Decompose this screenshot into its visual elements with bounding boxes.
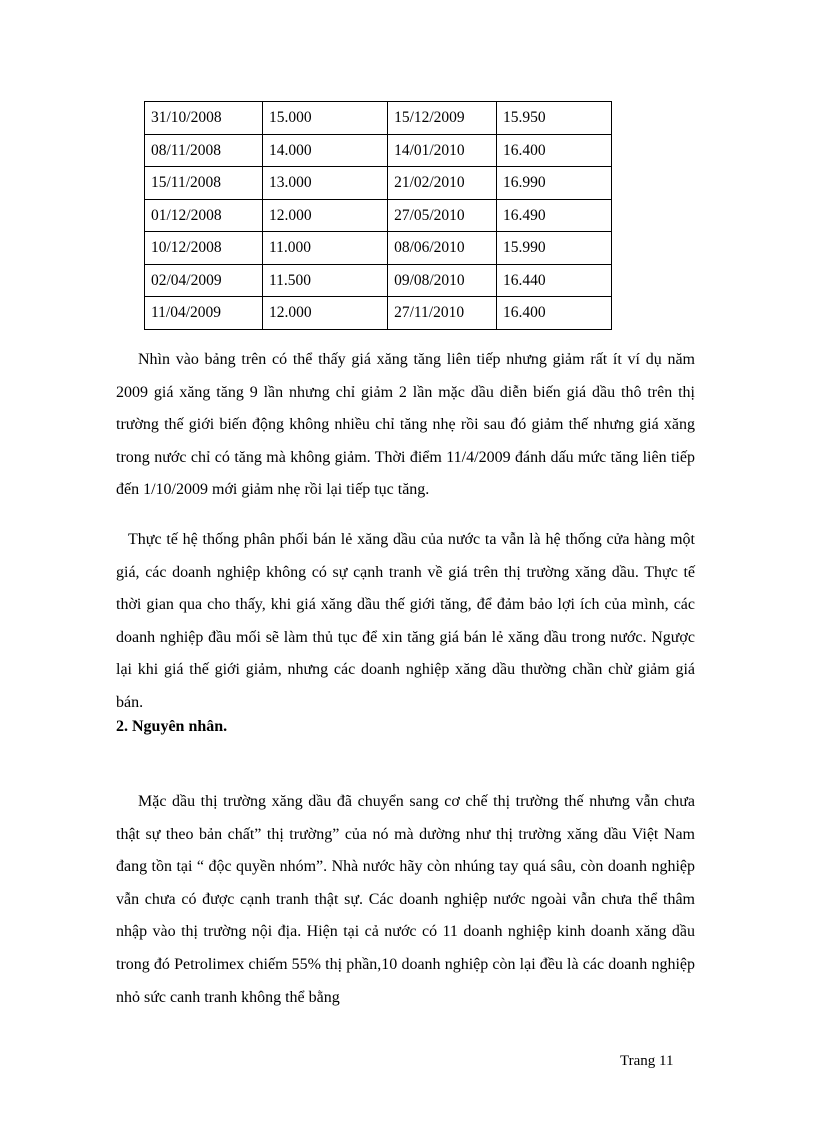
table-cell: 16.400 [496,297,611,330]
table-cell: 10/12/2008 [145,232,263,265]
table-cell: 15/12/2009 [388,102,497,135]
table-cell: 08/11/2008 [145,134,263,167]
table-cell: 27/05/2010 [388,199,497,232]
table-row [145,134,612,167]
table-cell: 15.950 [496,102,611,135]
table-cell: 15.990 [496,232,611,265]
table-cell: 12.000 [263,199,388,232]
table-cell: 01/12/2008 [145,199,263,232]
table-row [145,167,612,200]
page-number: Trang 11 [620,1053,674,1069]
table-cell: 16.400 [496,134,611,167]
section-heading: 2. Nguyên nhân. [116,718,228,735]
table-cell: 12.000 [263,297,388,330]
table-cell: 16.440 [496,264,611,297]
table-cell: 11.500 [263,264,388,297]
table-cell: 14/01/2010 [388,134,497,167]
paragraph-distribution-system: Thực tế hệ thống phân phối bán lẻ xăng dầu của nước ta vẫn là hệ thống cửa hàng một giá, các doanh nghiệp không có sự cạnh tranh về giá trên thị trường xăng dầu. Thực tế thời gian qua cho thấy, khi giá xăng dầu thế giới tăng, để đảm bảo lợi ích của mình, các doanh nghiệp đầu mối sẽ làm thủ tục để xin tăng giá bán lẻ xăng dầu trong nước. Ngược lại khi giá thế giới giảm, nhưng các doanh nghiệp xăng dầu thường chần chừ giảm giá bán. [116,531,695,711]
table-cell: 11/04/2009 [145,297,263,330]
price-table [144,101,612,330]
table-cell: 11.000 [263,232,388,265]
table-cell: 13.000 [263,167,388,200]
table-row [145,264,612,297]
table-cell: 16.490 [496,199,611,232]
table-cell: 09/08/2010 [388,264,497,297]
table-cell: 08/06/2010 [388,232,497,265]
table-cell: 21/02/2010 [388,167,497,200]
table-cell: 27/11/2010 [388,297,497,330]
paragraph-causes: Mặc dầu thị trường xăng dầu đã chuyển sang cơ chế thị trường thế nhưng vẫn chưa thật sự theo bản chất” thị trường” của nó mà dường như thị trường xăng dầu Việt Nam đang tồn tại “ độc quyền nhóm”. Nhà nước hãy còn nhúng tay quá sâu, còn doanh nghiệp vẫn chưa có được cạnh tranh thật sự. Các doanh nghiệp nước ngoài vẫn chưa thể thâm nhập vào thị trường nội địa. Hiện tại cả nước có 11 doanh nghiệp kinh doanh xăng dầu trong đó Petrolimex chiếm 55% thị phần,10 doanh nghiệp còn lại đều là các doanh nghiệp nhỏ sức canh tranh không thể bằng [116,793,695,1006]
table-cell: 02/04/2009 [145,264,263,297]
table-row [145,199,612,232]
table-row [145,232,612,265]
paragraph-price-analysis: Nhìn vào bảng trên có thể thấy giá xăng tăng liên tiếp nhưng giảm rất ít ví dụ năm 2009 giá xăng tăng 9 lần nhưng chỉ giảm 2 lần mặc dầu diễn biến giá dầu thô trên thị trường thế giới biến động không nhiều chỉ tăng nhẹ rồi sau đó giảm thế nhưng giá xăng trong nước chỉ có tăng mà không giảm. Thời điểm 11/4/2009 đánh dấu mức tăng liên tiếp đến 1/10/2009 mới giảm nhẹ rồi lại tiếp tục tăng. [116,351,695,499]
table-cell: 14.000 [263,134,388,167]
table-cell: 31/10/2008 [145,102,263,135]
table-row [145,102,612,135]
table-cell: 16.990 [496,167,611,200]
table-row [145,297,612,330]
table-cell: 15.000 [263,102,388,135]
table-cell: 15/11/2008 [145,167,263,200]
